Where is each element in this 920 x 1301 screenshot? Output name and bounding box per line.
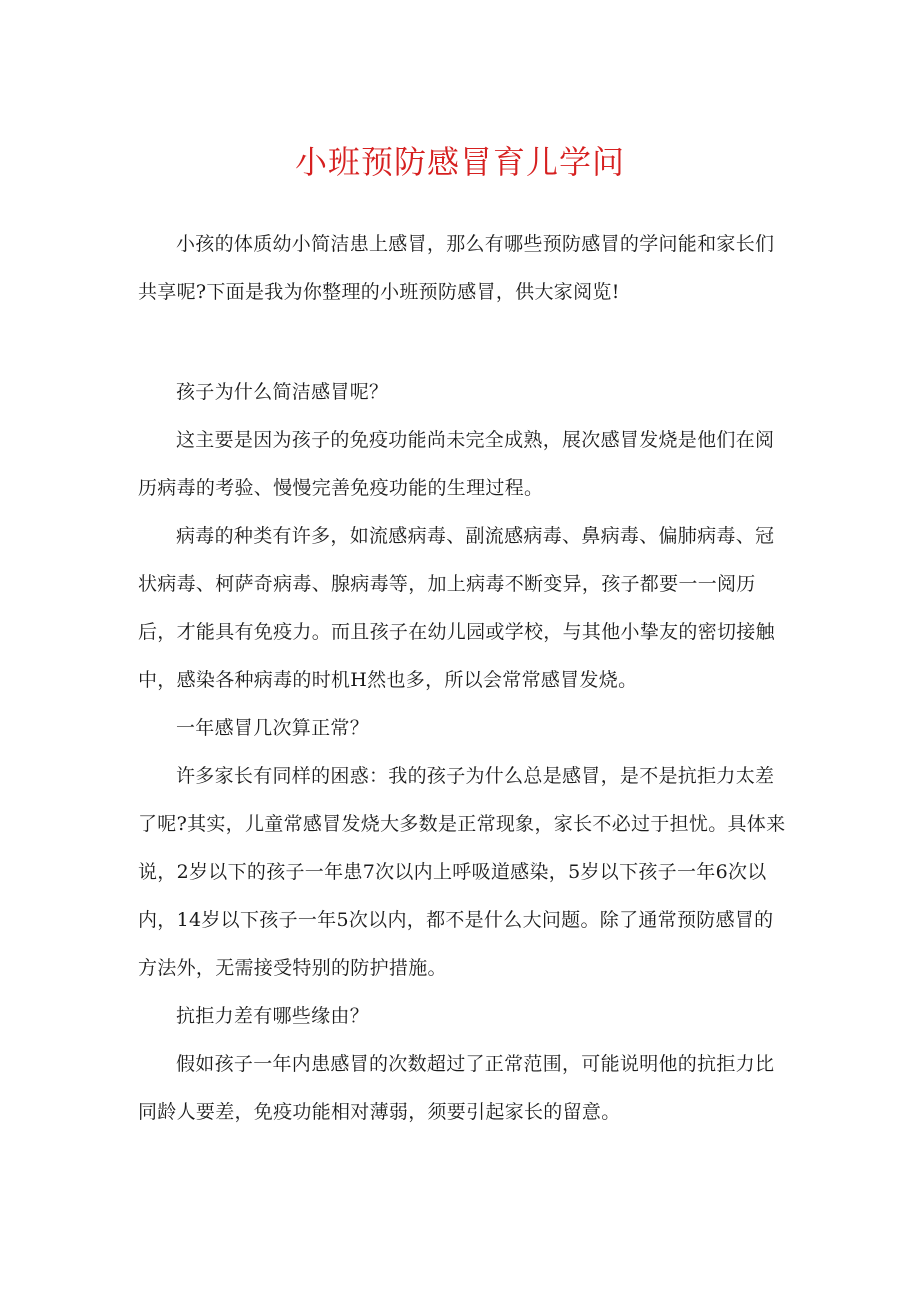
paragraph-virus-types: 病毒的种类有许多，如流感病毒、副流感病毒、鼻病毒、偏肺病毒、冠状病毒、柯萨奇病毒、腺病毒等，加上病毒不断变异，孩子都要一一阅历后，才能具有免疫力。而且孩子在幼儿园或学校，与其他小挚友的密切接触中，感染各种病毒的时机H然也多，所以会常常感冒发烧。	[138, 525, 775, 691]
heading-weak-resistance: 抗拒力差有哪些缘由？	[176, 1005, 370, 1027]
paragraph-spacer	[138, 316, 788, 368]
paragraph-intro: 小孩的体质幼小简洁患上感冒，那么有哪些预防感冒的学问能和家长们共享呢?下面是我为你整理的小班预防感冒，供大家阅览!	[138, 233, 775, 303]
paragraph-immune-system: 这主要是因为孩子的免疫功能尚未完全成熟，展次感冒发烧是他们在阅历病毒的考验、慢慢完善免疫功能的生理过程。	[138, 429, 775, 499]
document-body	[138, 220, 788, 1136]
heading-why-colds: 孩子为什么简洁感冒呢？	[176, 381, 389, 403]
heading-how-many-colds: 一年感冒几次算正常？	[176, 717, 370, 739]
paragraph-weak-resistance: 假如孩子一年内患感冒的次数超过了正常范围，可能说明他的抗拒力比同龄人要差，免疫功能相对薄弱，须要引起家长的留意。	[138, 1053, 775, 1123]
paragraph-normal-frequency: 许多家长有同样的困惑：我的孩子为什么总是感冒，是不是抗拒力太差了呢?其实，儿童常感冒发烧大多数是正常现象，家长不必过于担忧。具体来说，2岁以下的孩子一年患7次以内上呼吸道感染，5岁以下孩子一年6次以内，14岁以下孩子一年5次以内，都不是什么大问题。除了通常预防感冒的方法外，无需接受特别的防护措施。	[138, 765, 786, 979]
document-title: 小班预防感冒育儿学问	[294, 143, 625, 181]
